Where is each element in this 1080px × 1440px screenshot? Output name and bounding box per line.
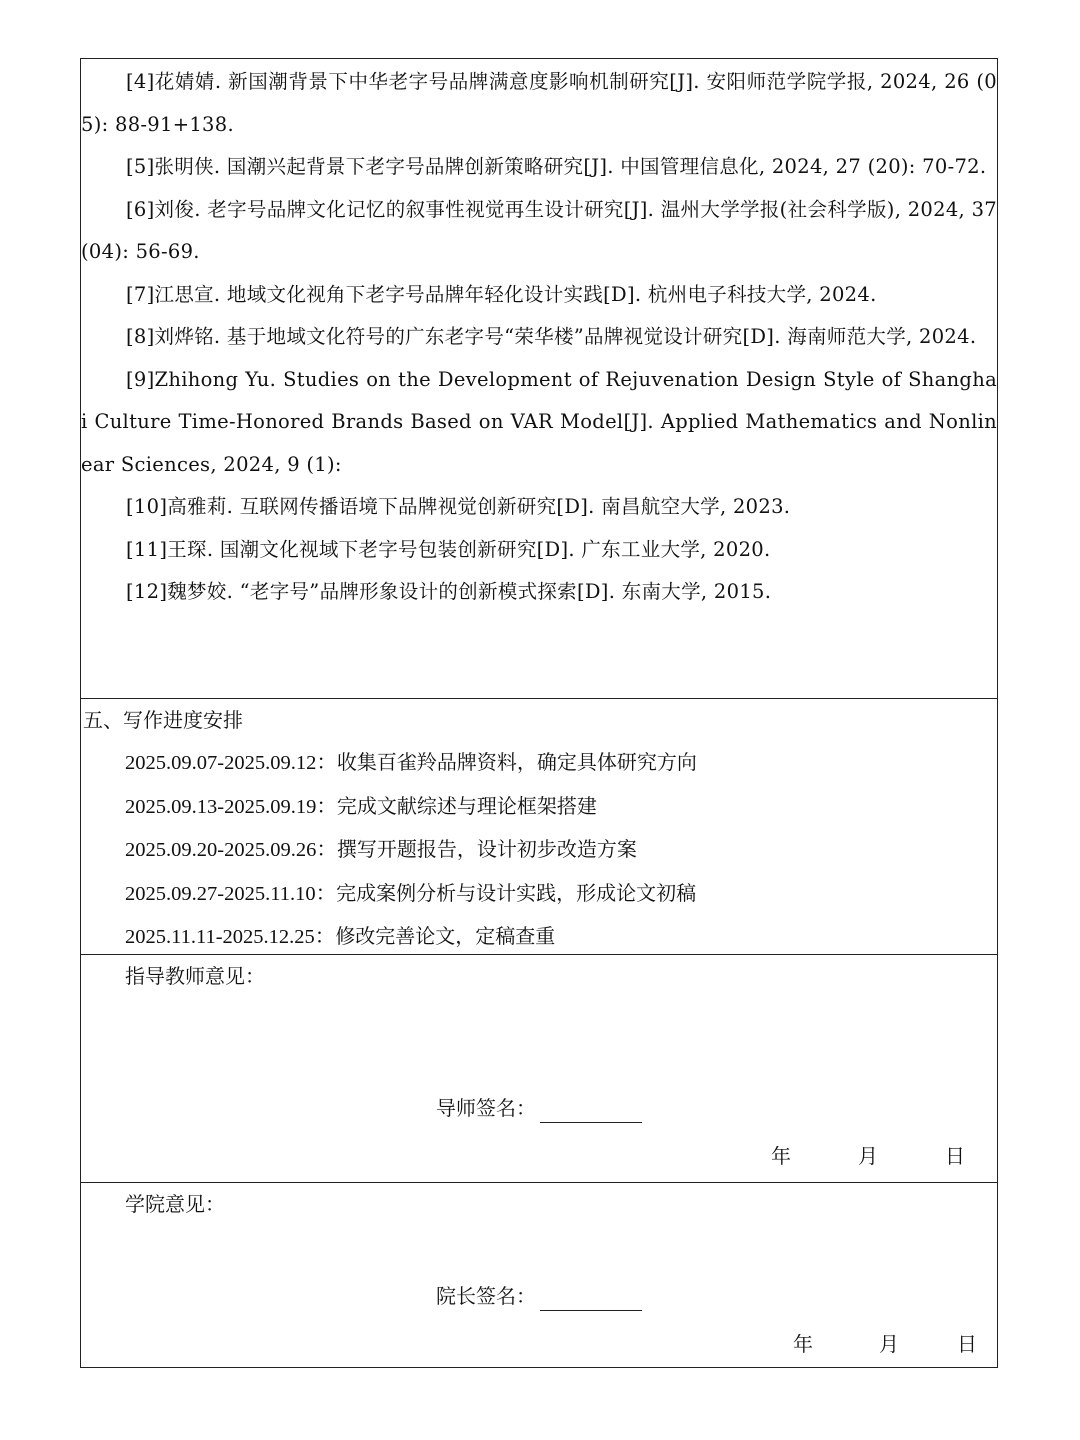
schedule-row [81,872,997,916]
schedule-row [81,828,997,872]
reference-list [81,59,997,614]
reference-item: [12]魏梦姣. “老字号”品牌形象设计的创新模式探索[D]. 东南大学, 2015. [126,580,772,603]
dean-date-row [81,1329,999,1359]
reference-item: [11]王琛. 国潮文化视域下老字号包装创新研究[D]. 广东工业大学, 2020. [126,537,771,561]
schedule-task: 完成文献综述与理论框架搭建 [336,793,597,818]
schedule-task: 修改完善论文，定稿查重 [335,924,556,948]
advisor-year-label: 年 [771,1144,791,1168]
dean-signature-line[interactable] [540,1288,642,1311]
reference-item: [10]高雅莉. 互联网传播语境下品牌视觉创新研究[D]. 南昌航空大学, 2023. [126,495,791,518]
advisor-opinion-section [81,955,997,1183]
reference-item: [9]Zhihong Yu. Studies on the Development of Rejuvenation Design Style of Shanghai Culture Time-Honored Brands Based on VAR Model[J]. Applied Mathematics and Nonlinear Sciences, 2024, 9 (1): [81,367,997,476]
reference-item: [6]刘俊. 老字号品牌文化记忆的叙事性视觉再生设计研究[J]. 温州大学学报(社会科学版), 2024, 37 (04): 56-69. [81,197,997,263]
advisor-signature-line[interactable] [540,1100,642,1123]
advisor-date-row [81,1141,999,1171]
college-opinion-label: 学院意见： [125,1192,225,1216]
references-section [81,59,997,699]
schedule-dates: 2025.11.11-2025.12.25： [125,926,336,948]
schedule-dates: 2025.09.20-2025.09.26： [125,839,337,861]
schedule-dates: 2025.09.27-2025.11.10： [125,882,337,905]
advisor-day-label: 日 [945,1144,965,1168]
schedule-row [81,785,997,829]
dean-day-label: 日 [957,1332,977,1356]
dean-signature-row [436,1281,642,1311]
schedule-row [81,915,997,959]
report-form-table [80,58,998,1368]
schedule-row [81,741,997,785]
schedule-task: 撰写开题报告，设计初步改造方案 [336,837,637,861]
advisor-signature-label: 导师签名： [436,1096,536,1120]
dean-year-label: 年 [793,1332,813,1356]
advisor-month-label: 月 [858,1144,878,1168]
schedule-dates: 2025.09.13-2025.09.19： [125,795,337,818]
dean-signature-label: 院长签名： [436,1284,536,1308]
advisor-opinion-label: 指导教师意见： [125,964,265,988]
reference-item: [8]刘烨铭. 基于地域文化符号的广东老字号“荣华楼”品牌视觉设计研究[D]. 海南师范大学, 2024. [126,325,977,348]
dean-month-label: 月 [879,1332,899,1356]
reference-item: [4]花婧婧. 新国潮背景下中华老字号品牌满意度影响机制研究[J]. 安阳师范学院学报, 2024, 26 (05): 88-91+138. [81,70,997,136]
reference-item: [5]张明侠. 国潮兴起背景下老字号品牌创新策略研究[J]. 中国管理信息化, 2024, 27 (20): 70-72. [126,155,987,178]
schedule-task: 完成案例分析与设计实践，形成论文初稿 [336,880,697,905]
reference-item: [7]江思宣. 地域文化视角下老字号品牌年轻化设计实践[D]. 杭州电子科技大学, 2024. [126,282,877,306]
advisor-signature-row [436,1093,642,1123]
college-opinion-section [81,1183,997,1367]
schedule-task: 收集百雀羚品牌资料，确定具体研究方向 [336,750,697,774]
schedule-dates: 2025.09.07-2025.09.12： [125,752,337,774]
writing-schedule-section [81,699,997,955]
schedule-heading: 五、写作进度安排 [83,708,243,732]
